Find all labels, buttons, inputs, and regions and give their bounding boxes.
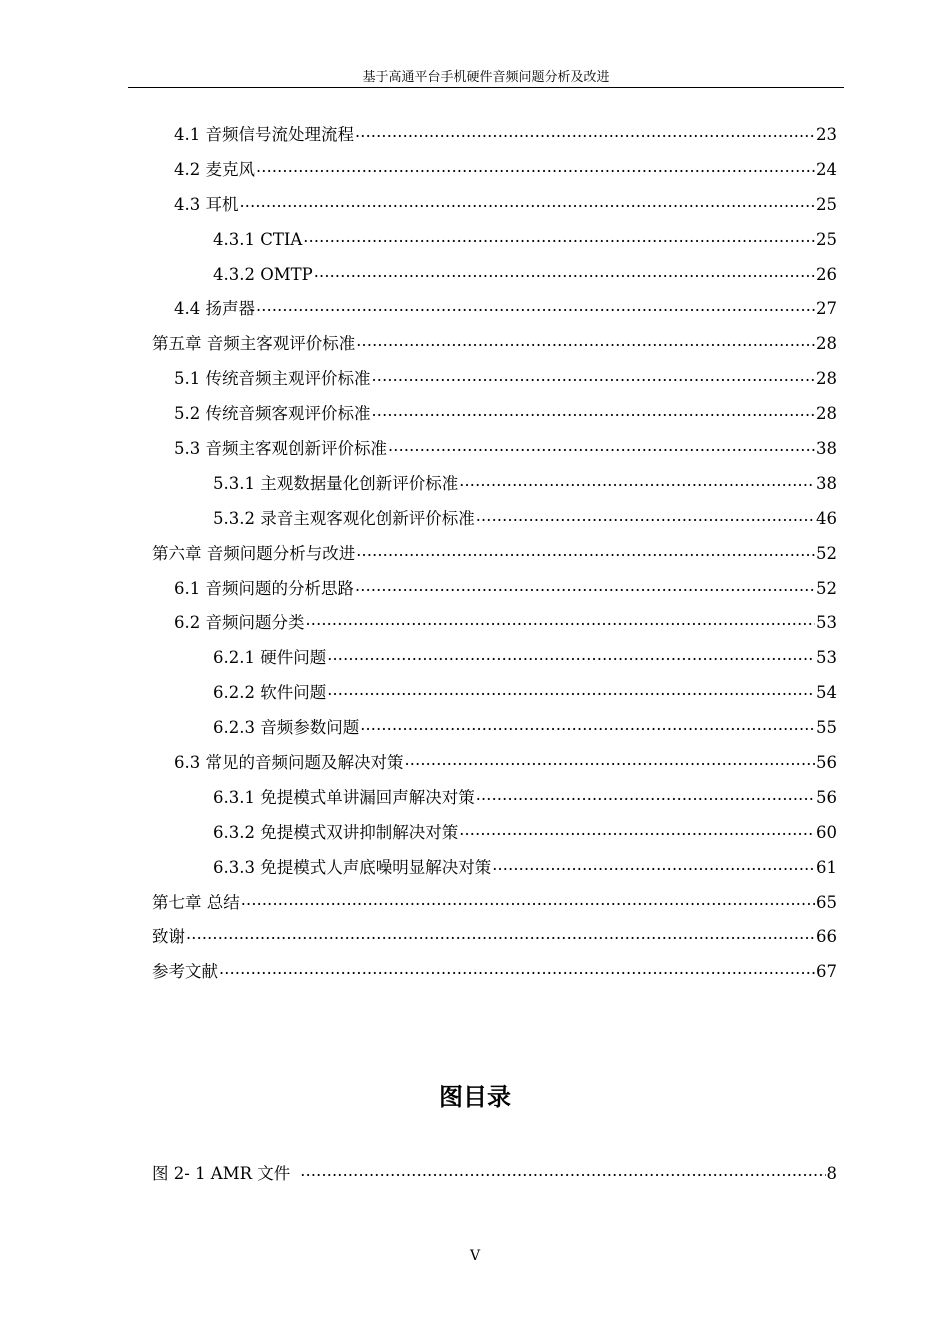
toc-entry-page: 54 [816, 683, 837, 703]
toc-leader-dots [360, 713, 815, 733]
toc-entry-title: 4.1 音频信号流处理流程 [174, 125, 354, 144]
toc-entry-page: 25 [816, 194, 837, 214]
toc-entry-title: 4.3 耳机 [174, 194, 239, 214]
toc-entry-page: 38 [816, 473, 837, 493]
figure-list-heading: 图目录 [439, 1083, 511, 1111]
toc-entry[interactable] [152, 502, 837, 537]
toc-entry-page: 56 [816, 787, 837, 807]
toc-entry-title: 6.3.1 免提模式单讲漏回声解决对策 [213, 787, 475, 807]
toc-entry-page: 53 [816, 648, 837, 668]
toc-entry-page: 67 [816, 962, 837, 982]
toc-entry[interactable] [152, 118, 837, 153]
toc-leader-dots [240, 190, 816, 210]
figure-list [152, 1157, 837, 1191]
toc-entry[interactable] [152, 606, 837, 641]
toc-entry-page: 28 [816, 404, 837, 424]
toc-entry-title: 4.2 麦克风 [174, 159, 255, 179]
toc-entry-page: 56 [816, 753, 837, 773]
toc-entry-title: 5.2 传统音频客观评价标准 [174, 404, 371, 424]
toc-entry-page: 26 [816, 264, 837, 284]
header-divider [128, 87, 844, 88]
toc-leader-dots [372, 399, 816, 419]
toc-entry-page: 60 [816, 822, 837, 842]
toc-leader-dots [492, 853, 815, 873]
toc-entry-title: 6.3.2 免提模式双讲抑制解决对策 [213, 822, 459, 842]
toc-entry-page: 52 [816, 543, 837, 563]
toc-leader-dots [256, 294, 815, 314]
toc-entry-page: 23 [816, 125, 837, 144]
toc-entry[interactable] [152, 572, 837, 607]
toc-entry[interactable] [152, 362, 837, 397]
toc-leader-dots [219, 957, 815, 977]
toc-entry[interactable] [152, 153, 837, 188]
toc-entry-page: 38 [816, 439, 837, 459]
toc-entry-title: 6.3 常见的音频问题及解决对策 [174, 753, 404, 773]
toc-entry-page: 28 [816, 369, 837, 389]
toc-entry-page: 46 [816, 508, 837, 528]
toc-entry[interactable] [152, 955, 837, 990]
toc-entry-title: 6.2.3 音频参数问题 [213, 718, 360, 738]
toc-entry[interactable] [152, 816, 837, 851]
toc-entry[interactable] [152, 746, 837, 781]
toc-entry-page: 53 [816, 613, 837, 633]
toc-leader-dots [303, 225, 815, 245]
toc-entry-title: 第五章 音频主客观评价标准 [152, 334, 356, 354]
toc-entry[interactable] [152, 886, 837, 921]
toc-leader-dots [476, 504, 815, 524]
toc-entry[interactable] [152, 397, 837, 432]
toc-entry[interactable] [152, 292, 837, 327]
toc-entry-title: 第六章 音频问题分析与改进 [152, 543, 356, 563]
toc-entry-page: 61 [816, 857, 837, 877]
figure-entry-page: 8 [826, 1164, 837, 1183]
figure-list-entry[interactable] [152, 1157, 837, 1191]
toc-leader-dots [459, 469, 815, 489]
toc-entry-title: 4.3.1 CTIA [213, 229, 303, 249]
toc-entry[interactable] [152, 188, 837, 223]
figure-leader-dots [300, 1159, 825, 1179]
toc-leader-dots [405, 748, 816, 768]
toc-leader-dots [256, 155, 815, 175]
toc-entry[interactable] [152, 467, 837, 502]
toc-entry-page: 66 [816, 927, 837, 947]
running-header: 基于高通平台手机硬件音频问题分析及改进 [362, 70, 610, 85]
toc-entry-page: 25 [816, 229, 837, 249]
toc-entry[interactable] [152, 851, 837, 886]
toc-leader-dots [459, 818, 815, 838]
toc-entry[interactable] [152, 537, 837, 572]
page-number: V [469, 1248, 481, 1264]
toc-leader-dots [314, 260, 815, 280]
toc-entry[interactable] [152, 223, 837, 258]
toc-leader-dots [356, 329, 815, 349]
toc-entry-title: 6.1 音频问题的分析思路 [174, 578, 354, 598]
toc-entry-title: 5.3.1 主观数据量化创新评价标准 [213, 473, 459, 493]
toc-entry-title: 5.3.2 录音主观客观化创新评价标准 [213, 508, 475, 528]
toc-entry[interactable] [152, 711, 837, 746]
toc-entry[interactable] [152, 641, 837, 676]
toc-entry-page: 65 [816, 892, 837, 912]
toc-entry-title: 6.3.3 免提模式人声底噪明显解决对策 [213, 857, 492, 877]
toc-leader-dots [327, 643, 815, 663]
toc-entry-title: 6.2.1 硬件问题 [213, 648, 327, 668]
toc-entry[interactable] [152, 432, 837, 467]
toc-entry-page: 52 [816, 578, 837, 598]
toc-entry-page: 55 [816, 718, 837, 738]
toc-entry[interactable] [152, 781, 837, 816]
toc-leader-dots [355, 120, 815, 140]
figure-entry-title: 图 2- 1 AMR 文件 [152, 1164, 291, 1183]
toc-entry-page: 24 [816, 159, 837, 179]
toc-entry[interactable] [152, 676, 837, 711]
toc-entry[interactable] [152, 920, 837, 955]
toc-entry-title: 致谢 [152, 927, 185, 947]
toc-entry-page: 28 [816, 334, 837, 354]
toc-leader-dots [388, 434, 815, 454]
toc-leader-dots [355, 574, 815, 594]
toc-entry-title: 参考文献 [152, 962, 218, 982]
toc-leader-dots [306, 608, 816, 628]
toc-entry-title: 第七章 总结 [152, 892, 240, 912]
table-of-contents [152, 118, 837, 990]
toc-entry-title: 5.3 音频主客观创新评价标准 [174, 439, 387, 459]
toc-leader-dots [186, 922, 815, 942]
toc-entry-title: 6.2 音频问题分类 [174, 613, 305, 633]
toc-entry-title: 6.2.2 软件问题 [213, 683, 327, 703]
toc-entry-title: 5.1 传统音频主观评价标准 [174, 369, 371, 389]
toc-leader-dots [241, 888, 815, 908]
toc-leader-dots [372, 364, 816, 384]
toc-leader-dots [356, 539, 815, 559]
toc-entry-title: 4.4 扬声器 [174, 299, 255, 319]
toc-leader-dots [327, 678, 815, 698]
toc-entry-page: 27 [816, 299, 837, 319]
toc-leader-dots [476, 783, 815, 803]
toc-entry-title: 4.3.2 OMTP [213, 264, 313, 284]
toc-entry[interactable] [152, 327, 837, 362]
toc-entry[interactable] [152, 258, 837, 293]
